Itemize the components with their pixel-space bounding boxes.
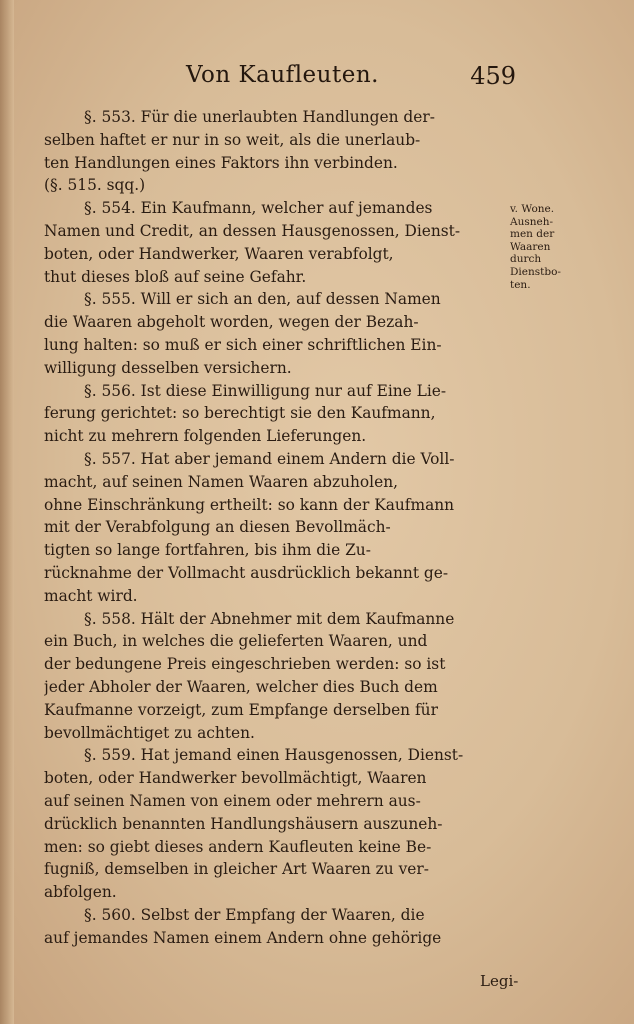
text-line: auf jemandes Namen einem Andern ohne gehörige [44, 928, 442, 947]
text-line: der bedungene Preis eingeschrieben werden: so ist [44, 655, 446, 674]
text-line: jeder Abholer der Waaren, welcher dies Buch dem [44, 677, 438, 696]
catchword: Legi- [480, 972, 519, 990]
page-spine-shadow [0, 0, 14, 1024]
text-line: lung halten: so muß er sich einer schriftlichen Ein- [44, 335, 442, 354]
text-line: §. 554. Ein Kaufmann, welcher auf jemandes [84, 199, 433, 218]
text-line: nicht zu mehrern folgenden Lieferungen. [44, 427, 367, 446]
text-line: boten, oder Handwerker bevollmächtigt, Waaren [44, 769, 427, 788]
text-line: ferung gerichtet: so berechtigt sie den Kaufmann, [44, 404, 436, 423]
text-line: rücknahme der Vollmacht ausdrücklich bekannt ge- [44, 563, 449, 582]
text-line: Namen und Credit, an dessen Hausgenossen, Dienst- [44, 221, 461, 240]
text-line: §. 557. Hat aber jemand einem Andern die Voll- [84, 449, 455, 468]
text-line: Kaufmanne vorzeigt, zum Empfange derselben für [44, 700, 438, 719]
running-head: Von Kaufleuten. [186, 62, 379, 88]
text-line: drücklich benannten Handlungshäusern auszuneh- [44, 814, 443, 833]
text-line: die Waaren abgeholt worden, wegen der Bezah- [44, 313, 419, 332]
text-line: abfolgen. [44, 883, 117, 902]
text-line: §. 560. Selbst der Empfang der Waaren, die [84, 905, 425, 924]
text-line: ohne Einschränkung ertheilt: so kann der Kaufmann [44, 495, 455, 514]
text-line: thut dieses bloß auf seine Gefahr. [44, 267, 307, 286]
text-line: boten, oder Handwerker, Waaren verabfolgt, [44, 244, 394, 263]
text-line: macht, auf seinen Namen Waaren abzuholen, [44, 472, 399, 491]
text-line: fugniß, demselben in gleicher Art Waaren zu ver- [44, 860, 429, 879]
page-number: 459 [470, 62, 516, 90]
text-line: (§. 515. sqq.) [44, 176, 146, 195]
text-line: mit der Verabfolgung an diesen Bevollmäch- [44, 518, 391, 537]
text-line: §. 553. Für die unerlaubten Handlungen der- [84, 108, 435, 126]
page-header [186, 62, 516, 98]
margin-note [510, 203, 588, 291]
text-line: §. 559. Hat jemand einen Hausgenossen, Dienst- [84, 746, 464, 765]
text-line: selben haftet er nur in so weit, als die unerlaub- [44, 130, 421, 149]
text-line: willigung desselben versichern. [44, 358, 292, 377]
margin-note-line: Ausneh- [510, 215, 554, 228]
text-line: §. 556. Ist diese Einwilligung nur auf Eine Lie- [84, 381, 447, 400]
text-line: ten Handlungen eines Faktors ihn verbinden. [44, 153, 398, 172]
text-line: §. 558. Hält der Abnehmer mit dem Kaufmanne [84, 609, 455, 628]
body-text [44, 106, 526, 949]
margin-note-line: ten. [510, 278, 531, 291]
text-line: auf seinen Namen von einem oder mehrern aus- [44, 791, 421, 810]
text-line: §. 555. Will er sich an den, auf dessen Namen [84, 290, 441, 309]
text-line: bevollmächtiget zu achten. [44, 723, 255, 742]
margin-note-line: Dienstbo- [510, 265, 561, 278]
text-line: tigten so lange fortfahren, bis ihm die Zu- [44, 541, 371, 560]
margin-note-line: durch [510, 253, 542, 266]
margin-note-line: v. Wone. [510, 203, 555, 215]
text-line: ein Buch, in welches die gelieferten Waaren, und [44, 632, 428, 651]
margin-note-line: Waaren [510, 240, 551, 253]
text-line: men: so giebt dieses andern Kaufleuten keine Be- [44, 837, 432, 856]
margin-note-line: men der [510, 228, 555, 241]
text-line: macht wird. [44, 586, 138, 605]
